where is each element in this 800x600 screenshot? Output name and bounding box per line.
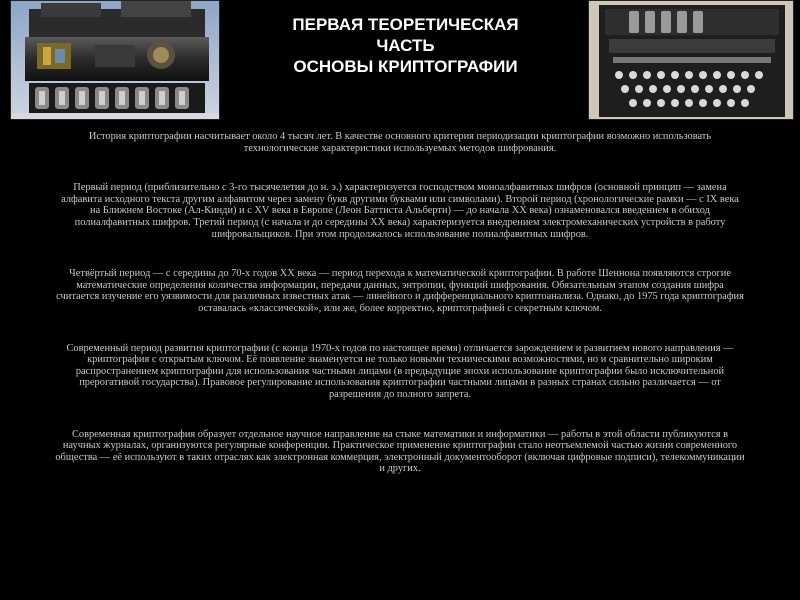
cipher-machine-photo-left [10, 0, 220, 120]
body-text [55, 131, 745, 503]
title-line-1: ПЕРВАЯ ТЕОРЕТИЧЕСКАЯ [292, 15, 519, 34]
title-line-3: ОСНОВЫ КРИПТОГРАФИИ [293, 57, 518, 76]
paragraph-modern-period: Современный период развития криптографии (с конца 1970-х годов по настоящее время) отличается зарождением и развитием нового направления — криптография с открытым ключом. Её появление знаменуется не только новыми техническими возможностями, но и сравнительно широким распространением криптографии для использования частными лицами (в предыдущие эпохи использование криптографии было исключительной прерогативой государства). Правовое регулирование использования криптографии частными лицами в разных странах сильно различается — от разрешения до полного запрета. [66, 342, 734, 400]
slide-title [238, 14, 573, 77]
paragraph-modern-cryptography: Современная криптография образует отдельное научное направление на стыке математики и информатики — работы в этой области публикуются в научных журналах, организуются регулярные конференции. Практическое применение криптографии стало неотъемлемой частью жизни современного общества — её используют в таких отраслях как электронная коммерция, электронный документооборот (включая цифровые подписи), телекоммуникации и других. [55, 428, 745, 475]
paragraph-history: История криптографии насчитывает около 4 тысяч лет. В качестве основного критерия периодизации криптографии возможно использовать технологические характеристики используемых методов шифрования. [88, 131, 712, 154]
paragraph-fourth-period: Четвёртый период — с середины до 70-х годов XX века — период перехода к математической криптографии. В работе Шеннона появляются строгие математические определения количества информации, передачи данных, энтропии, функций шифрования. Обязательным этапом создания шифра считается изучение его уязвимости для различных известных атак — линейного и дифференциального криптоанализа. Однако, до 1975 года криптография оставалась «классической», или же, более корректно, криптографией с секретным ключом. [56, 268, 744, 314]
keyboard-machine-illustration [589, 1, 794, 120]
cipher-machine-photo-right [588, 0, 794, 120]
rotor-machine-illustration [11, 1, 220, 120]
title-line-2: ЧАСТЬ [376, 36, 435, 55]
paragraph-periods: Первый период (приблизительно с 3-го тысячелетия до н. э.) характеризуется господством моноалфавитных шифров (основной принцип — замена алфавита исходного текста другим алфавитом через замену букв другими буквами или символами). Второй период (хронологические рамки — с IX века на Ближнем Востоке (Ал-Кинди) и с XV века в Европе (Леон Баттиста Альберти) — до начала XX века) ознаменовался введением в обиход полиалфавитных шифров. Третий период (с начала и до середины XX века) характеризуется внедрением электромеханических устройств в работу шифровальщиков. При этом продолжалось использование полиалфавитных шифров. [61, 182, 739, 240]
